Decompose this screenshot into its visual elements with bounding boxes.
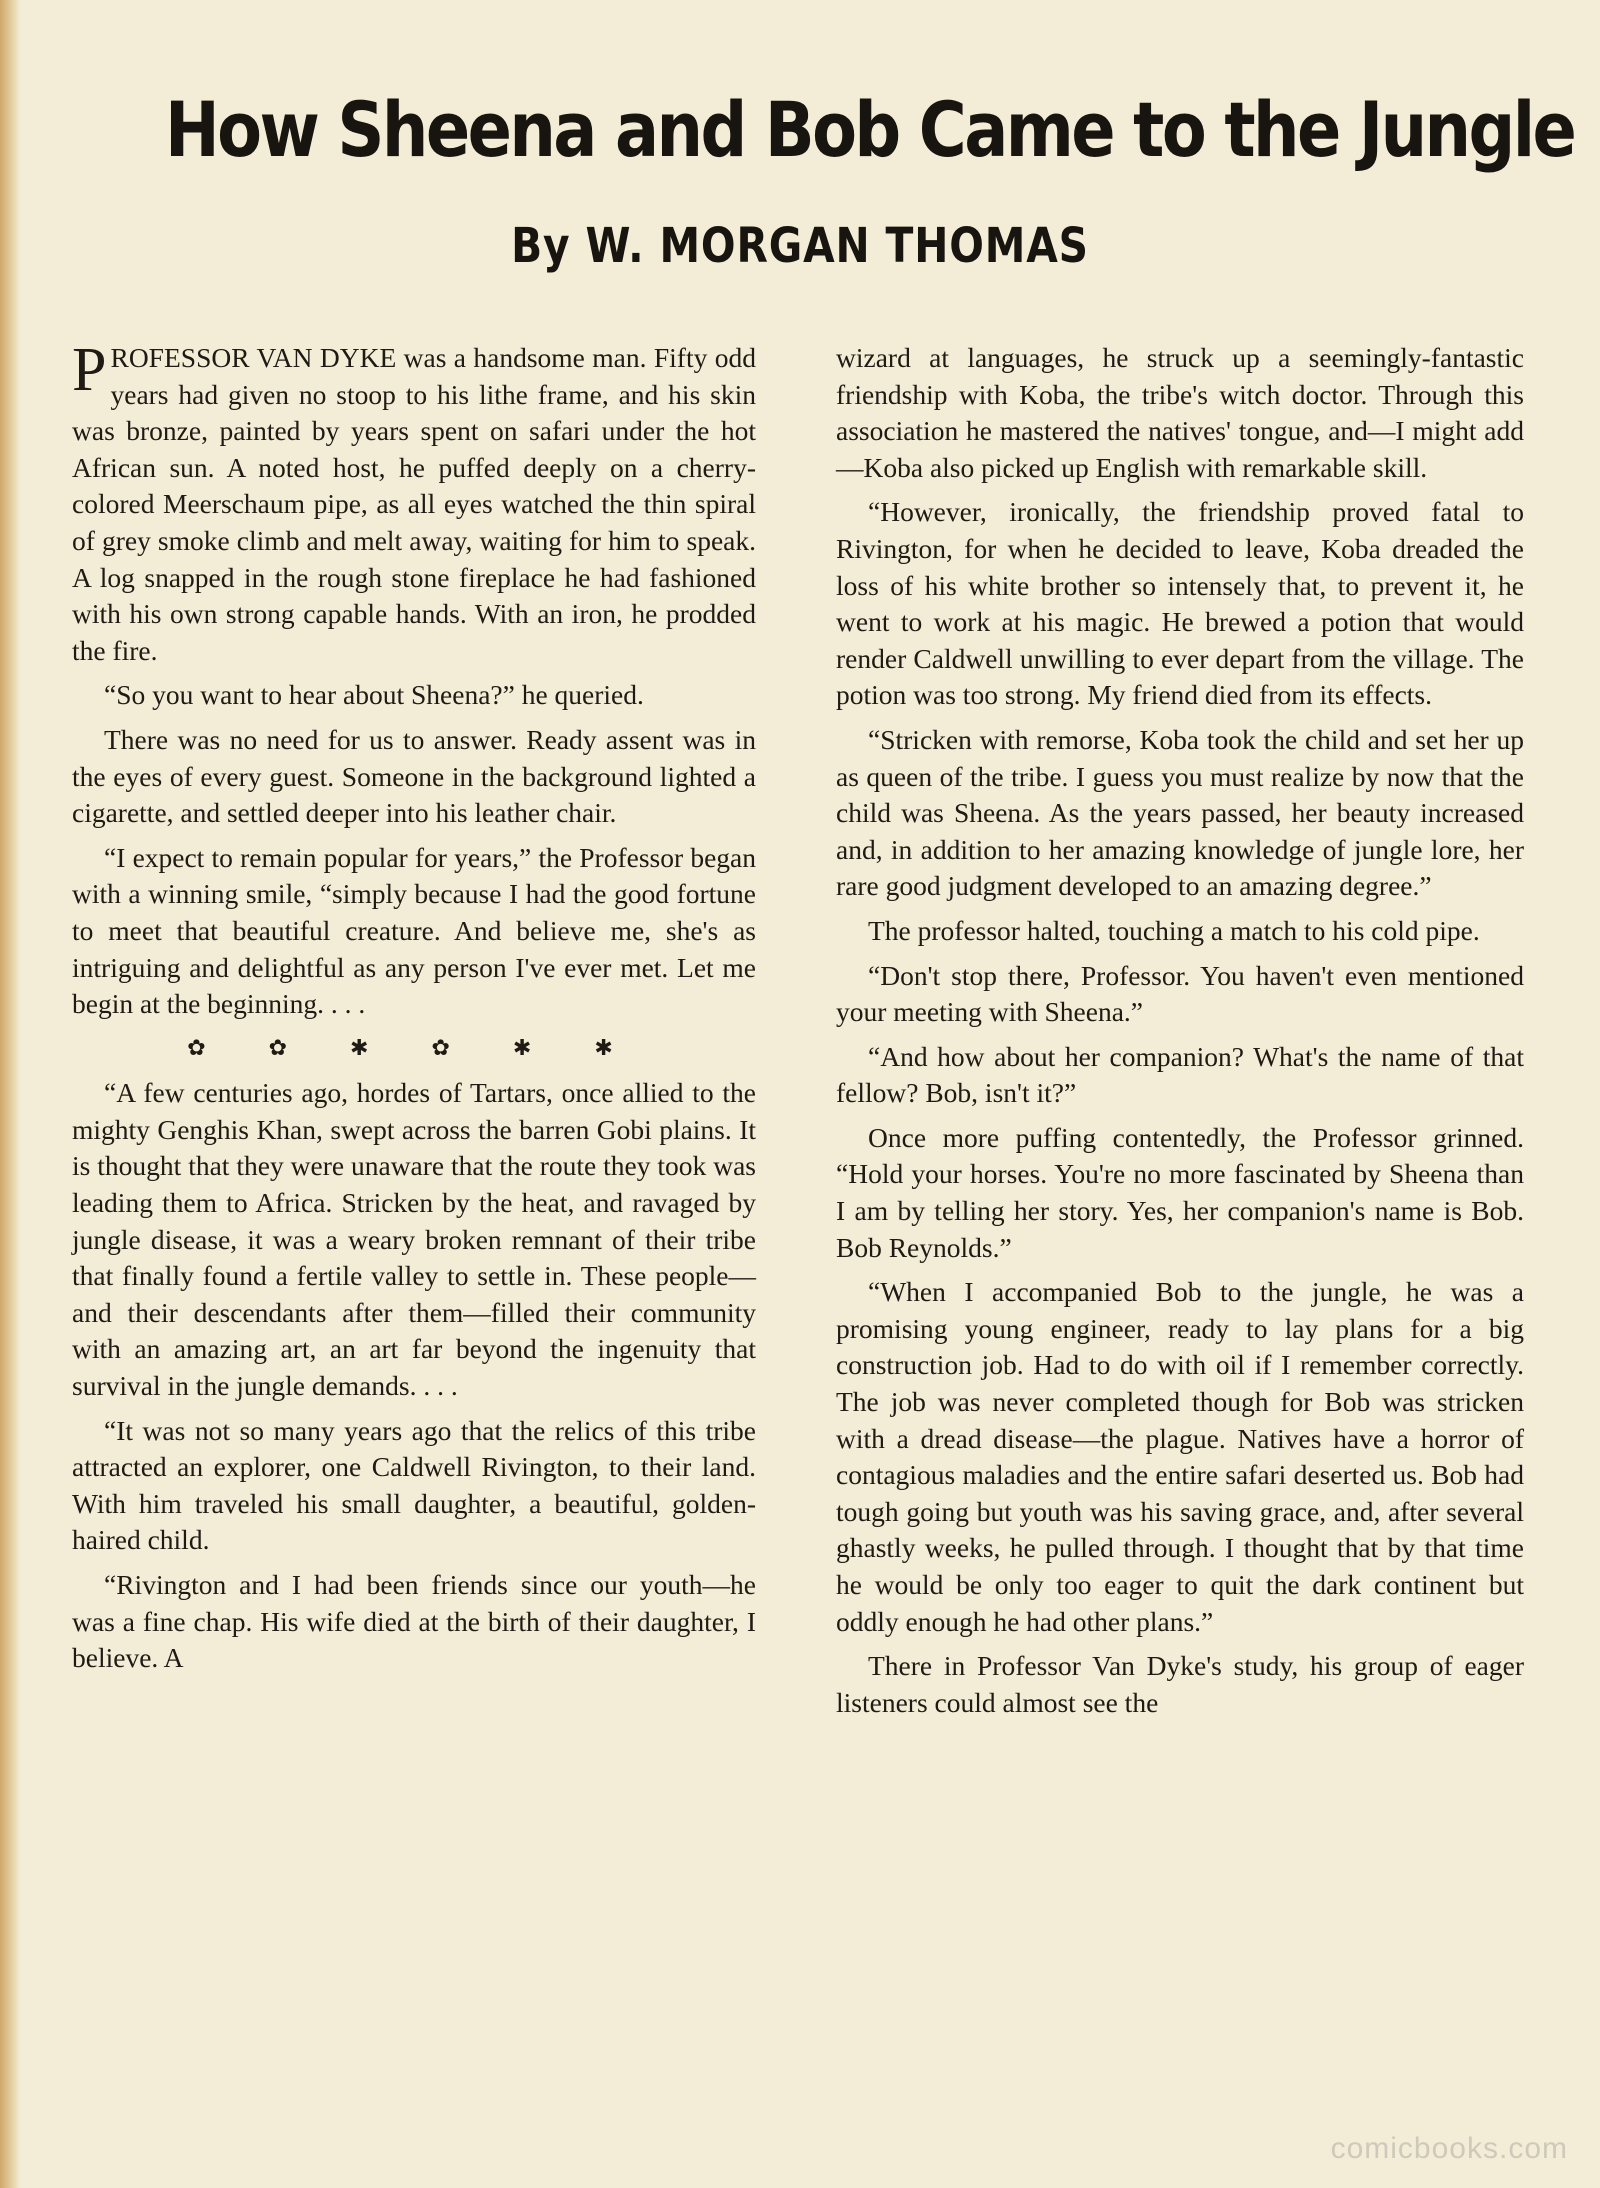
paragraph: The professor halted, touching a match to his cold pipe. [868,914,1480,946]
right-column [836,340,1524,1729]
paragraph: “Rivington and I had been friends since our youth—he was a fine chap. His wife died at the birth of their daughter, I believe. A [72,1569,756,1674]
paragraph: There was no need for us to answer. Ready assent was in the eyes of every guest. Someone in the background lighted a cigarette, and settled deeper into his leather chair. [72,723,756,829]
paragraph [72,336,756,669]
author-byline: By W. MORGAN THOMAS [511,218,1089,274]
section-separator: ✿ ✿ ✱ ✿ ✱ ✱ [187,1035,641,1061]
drop-cap: P [72,336,107,404]
site-watermark: comicbooks.com [1330,2132,1568,2165]
paragraph-text: ROFESSOR VAN DYKE was a handsome man. Fifty odd years had given no stoop to his lithe frame, and his skin was bronze, painted by years spent on safari under the hot African sun. A noted host, he puffed deeply on a cherry-colored Meerschaum pipe, as all eyes watched the thin spiral of grey smoke climb and melt away, waiting for him to speak. A log snapped in the rough stone fireplace he had fashioned with his own strong capable hands. With an iron, he prodded the fire. [72,342,756,666]
paragraph: “When I accompanied Bob to the jungle, he was a promising young engineer, ready to lay plans for a big construction job. Had to do with oil if I remember correctly. The job was never completed though for Bob was stricken with a dread disease—the plague. Natives have a horror of contagious maladies and the entire safari deserted us. Bob had tough going but youth was his saving grace, and, after several ghastly weeks, he pulled through. I thought that by that time he would be only too eager to quit the dark continent but oddly enough he had other plans.” [836,1276,1524,1637]
paragraph: “However, ironically, the friendship proved fatal to Rivington, for when he decided to leave, Koba dreaded the loss of his white brother so intensely that, to prevent it, he went to work at his magic. He brewed a potion that would render Caldwell unwilling to ever depart from the village. The potion was too strong. My friend died from its effects. [836,496,1524,711]
paragraph: “A few centuries ago, hordes of Tartars, once allied to the mighty Genghis Khan, swept across the barren Gobi plains. It is thought that they were unaware that the route they took was leading them to Africa. Stricken by the heat, and ravaged by jungle disease, it was a weary broken remnant of their tribe that finally found a fertile valley to settle in. These people—and their descendants after them—filled their community with an amazing art, an art far beyond the ingenuity that survival in the jungle demands. . . . [72,1077,756,1402]
left-column [72,336,756,1685]
page-spine-shadow [0,0,20,2188]
paragraph: There in Professor Van Dyke's study, his group of eager listeners could almost see the [836,1650,1524,1718]
paragraph: “It was not so many years ago that the relics of this tribe attracted an explorer, one Caldwell Rivington, to their land. With him traveled his small daughter, a beautiful, golden-haired child. [72,1414,756,1556]
paragraph: “I expect to remain popular for years,” the Professor began with a winning smile, “simply because I had the good fortune to meet that beautiful creature. And believe me, she's as intriguing and delightful as any person I've ever met. Let me begin at the beginning. . . . [72,841,756,1020]
story-title: How Sheena and Bob Came to the Jungle [165,85,1575,174]
paragraph: Once more puffing contentedly, the Professor grinned. “Hold your horses. You're no more fascinated by Sheena than I am by telling her story. Yes, her companion's name is Bob. Bob Reynolds.” [836,1121,1524,1263]
paragraph: “So you want to hear about Sheena?” he queried. [104,679,644,711]
paragraph: “Don't stop there, Professor. You haven't even mentioned your meeting with Sheena.” [836,959,1524,1028]
paragraph: “And how about her companion? What's the name of that fellow? Bob, isn't it?” [836,1040,1524,1109]
paragraph: “Stricken with remorse, Koba took the child and set her up as queen of the tribe. I guess you must realize by now that the child was Sheena. As the years passed, her beauty increased and, in addition to her amazing knowledge of jungle lore, her rare good judgment developed to an amazing degree.” [836,723,1524,902]
paragraph: wizard at languages, he struck up a seemingly-fantastic friendship with Koba, the tribe's witch doctor. Through this association he mastered the natives' tongue, and—I might add—Koba also picked up English with remarkable skill. [836,342,1524,483]
